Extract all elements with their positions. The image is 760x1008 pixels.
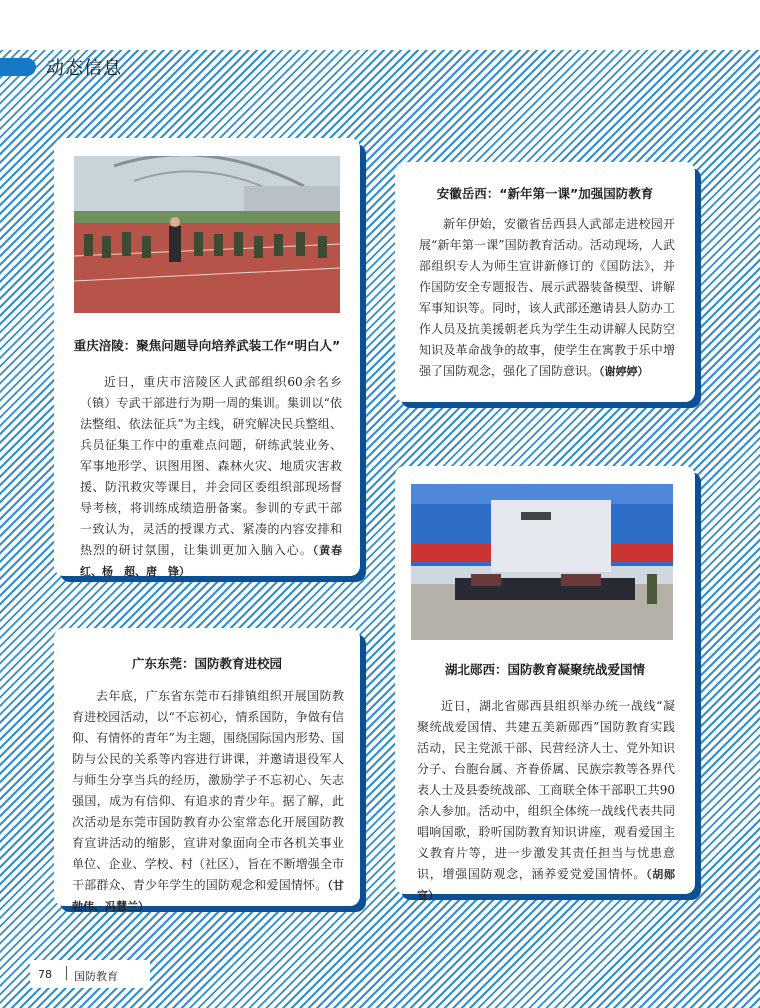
article-body (419, 214, 675, 382)
footer-divider (66, 966, 67, 980)
section-tab-marker (0, 58, 36, 76)
article-body-text: 去年底，广东省东莞市石排镇组织开展国防教育进校园活动，以“不忘初心，情系国防，争做有信仰、有情怀的青年”为主题，围绕国际国内形势、国防与公民的关系等内容进行讲课，并邀请退役军人与师生分享当兵的经历，激励学子不忘初心、矢志强国，成为有信仰、有追求的青少年。据了解，此次活动是东莞市国防教育办公室常态化开展国防教育宣讲活动的缩影，宣讲对象面向全市各机关事业单位、企业、学校、村（社区），旨在不断增强全市干部群众、青少年学生的国防观念和爱国情怀。 (72, 689, 344, 892)
article-card-chongqing (54, 138, 360, 576)
article-body (80, 372, 342, 582)
article-author: （胡郧宣） (417, 868, 675, 902)
article-author: （甘勃伟、冯慧兰） (72, 879, 344, 913)
article-card-hubei (395, 466, 695, 902)
article-body-text: 新年伊始，安徽省岳西县人武部走进校园开展“新年第一课”国防教育活动。活动现场，人武部组织专人为师生宣讲新修订的《国防法》，并作国防安全专题报告、展示武器装备模型、讲解军事知识等。同时，该人武部还邀请县人防办工作人员及抗美援朝老兵为学生生动讲解人民防空知识及革命战争的故事，使学生在寓教于乐中增强了国防观念，强化了国防意识。 (419, 217, 675, 378)
magazine-name: 国防教育 (74, 970, 118, 983)
article-author: （黄春红、杨 超、唐 锋） (80, 544, 342, 578)
section-title: 动态信息 (46, 58, 122, 79)
article-body (72, 686, 344, 917)
article-author: （谢婷婷） (599, 365, 649, 378)
article-photo-group-event (411, 484, 673, 640)
top-margin (0, 0, 760, 50)
article-body-text: 近日，重庆市涪陵区人武部组织60余名乡（镇）专武干部进行为期一周的集训。集训以“依法整组、依法征兵”为主线，研究解决民兵整组、兵员征集工作中的重难点问题，研练武装业务、军事地形学、识图用图、森林火灾、地质灾害救援、防汛救灾等课目，并会同区委组织部现场督导考核，将训练成绩造册备案。参训的专武干部一致认为，灵活的授课方式、紧凑的内容安排和热烈的研讨氛围，让集训更加入脑入心。 (80, 375, 342, 557)
page-number: 78 (38, 968, 52, 981)
article-title: 重庆涪陵：聚焦问题导向培养武装工作“明白人” (73, 338, 341, 353)
article-title: 湖北郧西：国防教育凝聚统战爱国情 (444, 662, 645, 677)
article-title: 广东东莞：国防教育进校园 (131, 656, 282, 671)
article-photo-training-run (74, 156, 340, 313)
group-photo-image (411, 484, 673, 640)
article-card-anhui (395, 162, 695, 402)
article-body (417, 696, 675, 906)
article-body-text: 近日，湖北省郧西县组织举办统一战线“凝聚统战爱国情、共建五美新郧西”国防教育实践活动，民主党派干部、民营经济人士、党外知识分子、台胞台属、齐眷侨属、民族宗教等各界代表人士及县委统战部、工商联全体干部职工共90余人参加。活动中，组织全体统一战线代表共同唱响国歌，聆听国防教育知识讲座，观看爱国主义教育片等，进一步激发其责任担当与忧患意识，增强国防观念，涵养爱党爱国情怀。 (417, 699, 675, 881)
soldiers-running-image (74, 156, 340, 313)
article-title: 安徽岳西：“新年第一课”加强国防教育 (436, 186, 654, 201)
article-card-guangdong (54, 628, 360, 913)
